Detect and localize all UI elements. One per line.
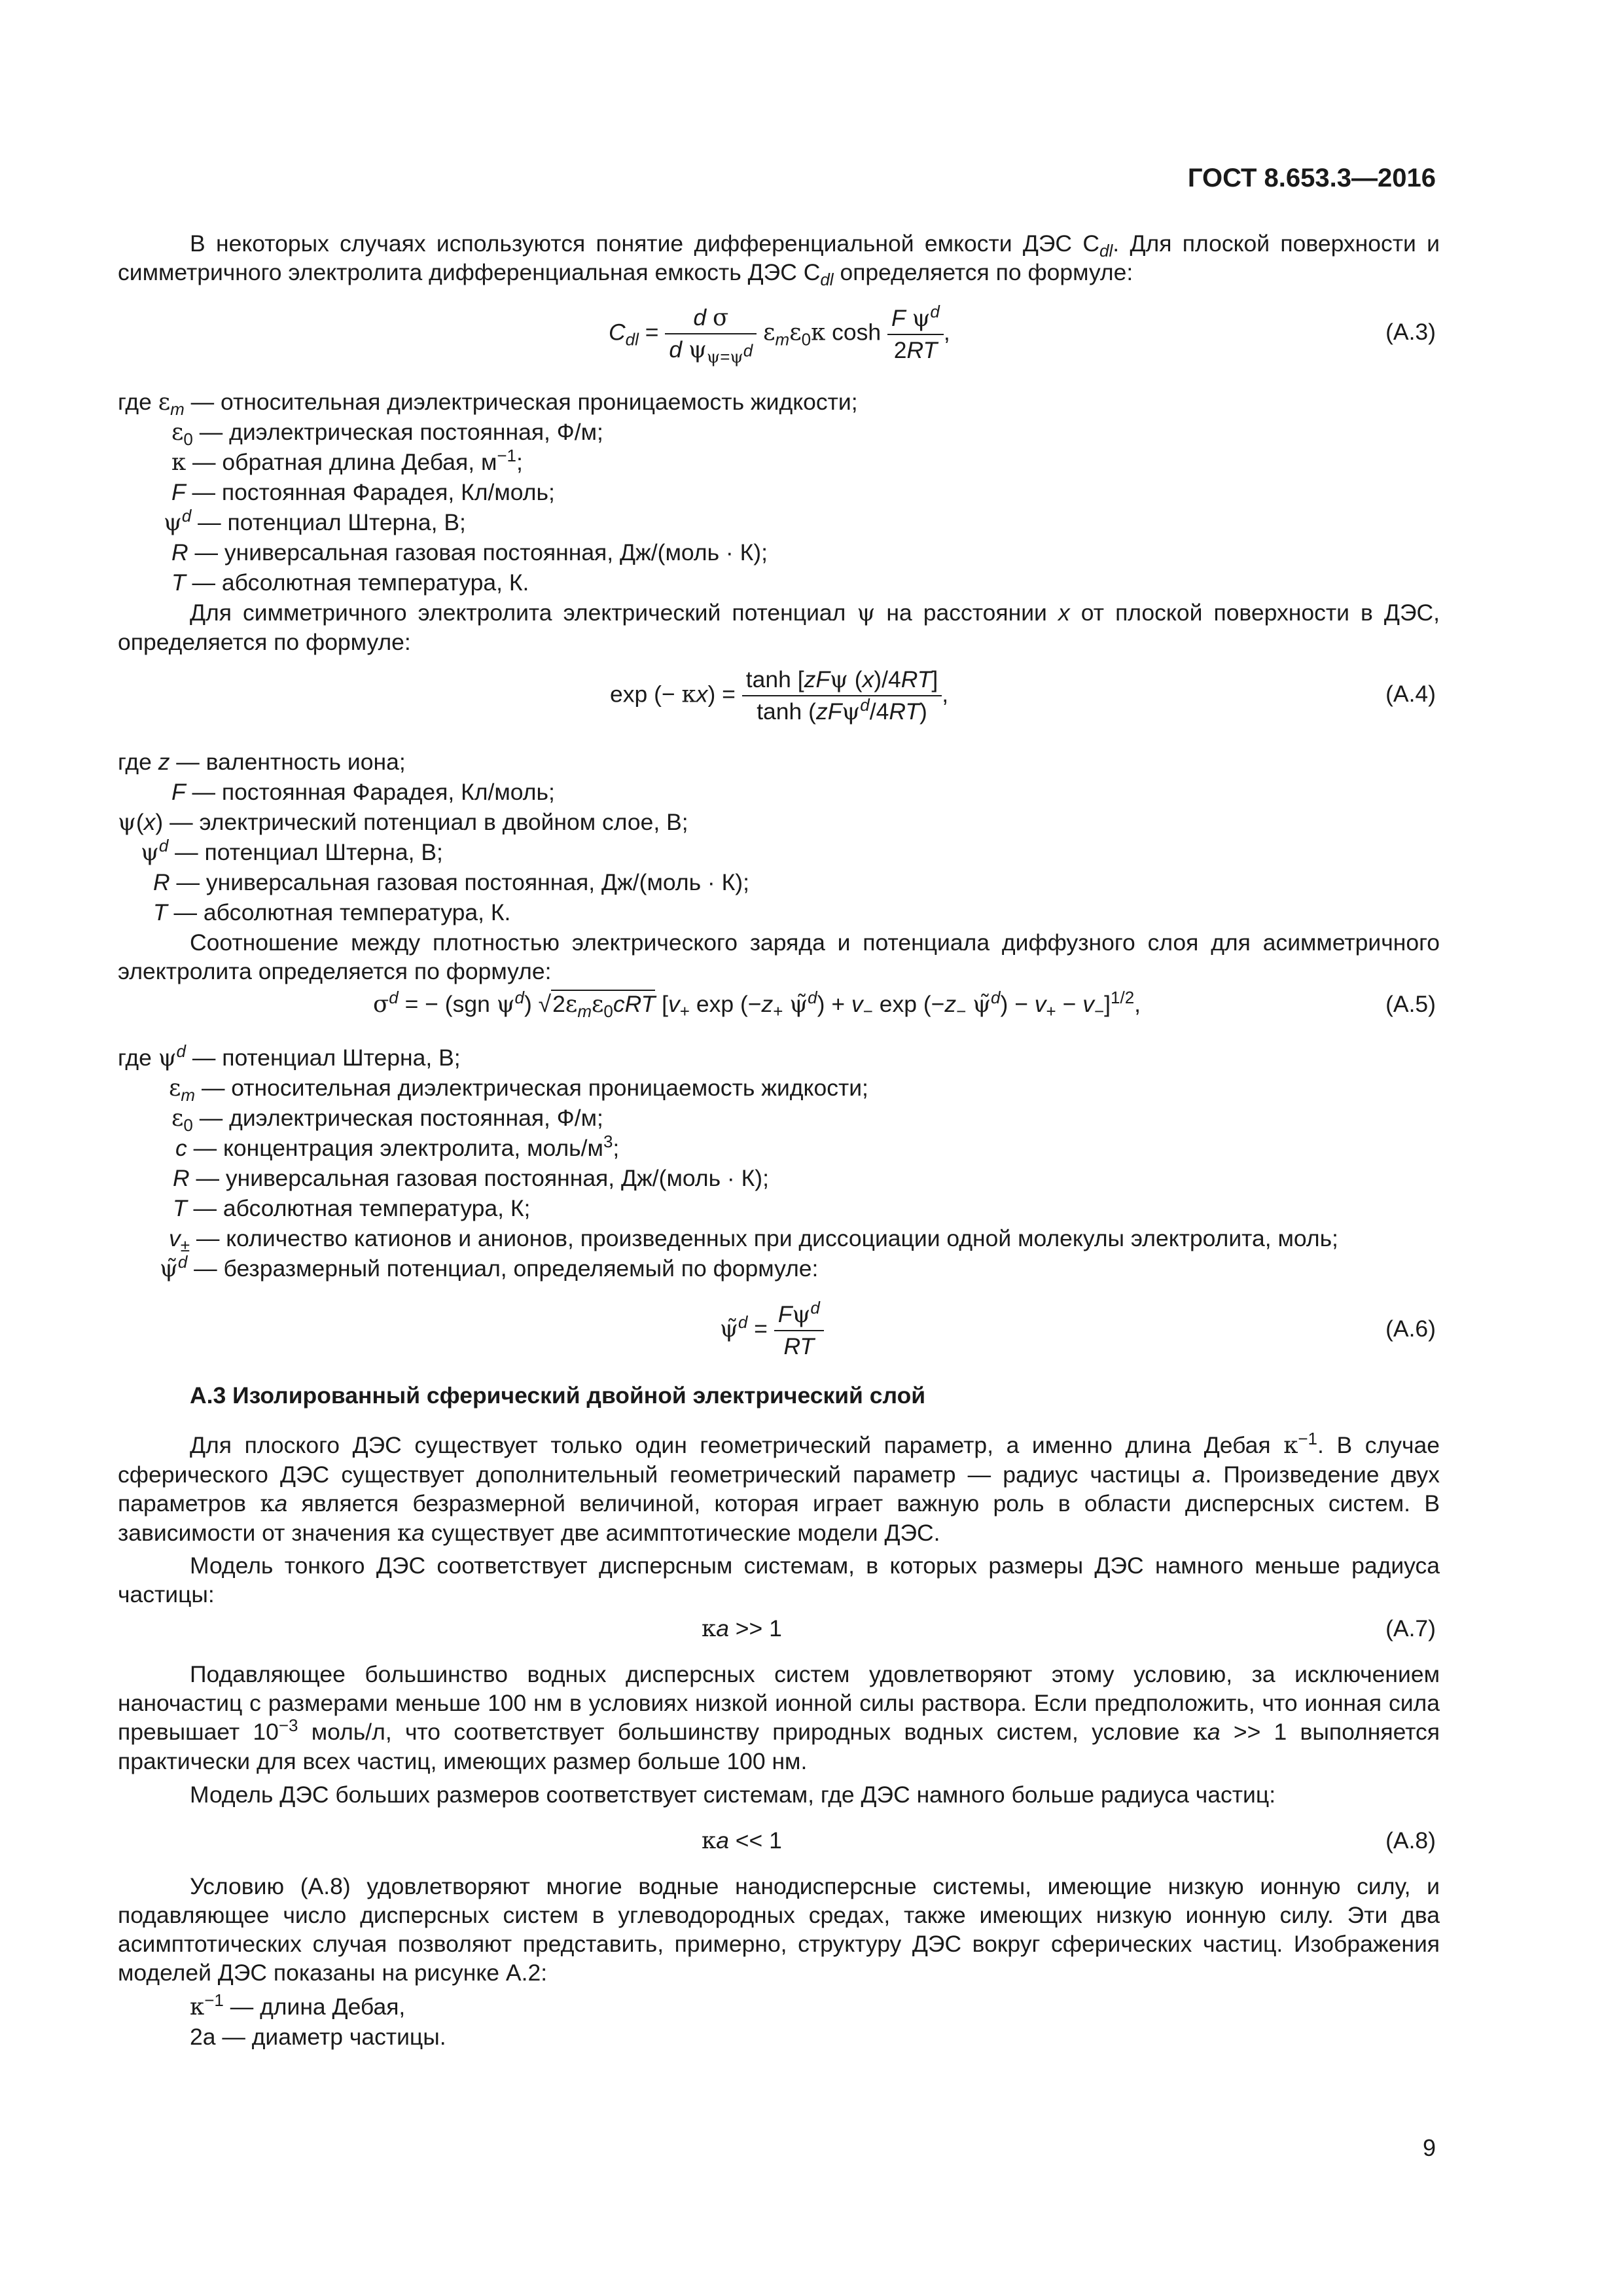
equation-number-a5: (А.5) [1385, 991, 1436, 1017]
paragraph-5: Модель тонкого ДЭС соответствует дисперсным системам, в которых размеры ДЭС намного меньше радиуса частицы: [118, 1552, 1440, 1607]
equation-a3: $C_{dl}$ = $\frac{\text{d σ}}{d \psi_{\psi=\psi^d}}$ $\varepsilon_m\varepsilon_0\kappa$ cosh $\frac{F \psi^d}{2RT}$ , [609, 301, 950, 368]
legend2-line-4: $\psi^d$ — потенциал Штерна, В; [141, 836, 443, 866]
page-number: 9 [1422, 2134, 1436, 2161]
equation-number-a3: (А.3) [1385, 319, 1436, 345]
legend3-line-7: $v_\pm$ — количество катионов и анионов, произведенных при диссоциации одной молекулы электролита, моль; [169, 1225, 1338, 1256]
equation-a8: κa << 1 [702, 1827, 782, 1854]
paragraph-6: Подавляющее большинство водных дисперсных систем удовлетворяют этому условию, за исключением наночастиц с размерами меньше 100 нм в условиях низкой ионной силы раствора. Если предположить, что ионная сила превышает $10^{-3}$ моль/л, что соответствует большинству природных водных систем, условие κa >> 1 выполняется практически для всех частиц, имеющих размер больше 100 нм. [118, 1661, 1440, 1774]
legend2-line-6: T — абсолютная температура, К. [153, 899, 511, 925]
section-heading: А.3 Изолированный сферический двойной электрический слой [190, 1382, 926, 1408]
legend1-line-7: T — абсолютная температура, К. [171, 569, 529, 596]
equation-a6: ψ̃$^d$ = $\frac{F\psi^d}{RT}$ [720, 1299, 824, 1361]
legend2-line-2: F — постоянная Фарадея, Кл/моль; [171, 779, 555, 805]
equation-a4: exp (− κx) = $\frac{\text{tanh [zFψ (x)/4RT]}}{\tanh (zF\psi^d/4RT)}$ , [610, 664, 948, 727]
equation-number-a7: (А.7) [1385, 1615, 1436, 1641]
paragraph-3: Соотношение между плотностью электрического заряда и потенциала диффузного слоя для асимметричного электролита определяется по формуле: [118, 929, 1440, 984]
equation-a5: $\sigma^d$ = − (sgn $\psi^d$) $√2\varepsilon_m\varepsilon_0cRT$ [$v_+$ $\exp (-z_+$ ψ̃$^d$) + $v_-$ $\exp (-z_-$ ψ̃$^d$) − $v_+ - v_-]^{1/2}$, [373, 988, 1141, 1022]
legend2-line-3: ψ(x) — электрический потенциал в двойном слое, В; [118, 809, 688, 836]
legend1-line-3: κ — обратная длина Дебая, $м^{-1}$; [171, 446, 523, 476]
legend3-line-4: c — концентрация электролита, моль/$м^3$; [175, 1132, 620, 1161]
legend1-line-4: F — постоянная Фарадея, Кл/моль; [171, 479, 555, 505]
legend2-line-5: R — универсальная газовая постоянная, Дж/(моль · К); [153, 869, 749, 895]
legend3-line-2: $\varepsilon_m$ — относительная диэлектрическая проницаемость жидкости; [169, 1075, 868, 1105]
legend3-line-5: R — универсальная газовая постоянная, Дж/(моль · К); [173, 1165, 769, 1191]
legend3-line-6: T — абсолютная температура, К; [173, 1195, 531, 1221]
intro-paragraph: В некоторых случаях используются понятие дифференциальной емкости ДЭС $C_{dl}$. Для плоской поверхности и симметричного электролита дифференциальная емкость ДЭС $C_{dl}$ определяется по формуле: [118, 230, 1440, 290]
legend3-line-1: где $\psi^d$ — потенциал Штерна, В; [118, 1041, 461, 1071]
equation-number-a4: (А.4) [1385, 681, 1436, 707]
document-header: ГОСТ 8.653.3—2016 [1187, 164, 1436, 192]
paragraph-7: Модель ДЭС больших размеров соответствует системам, где ДЭС намного больше радиуса частиц: [190, 1782, 1276, 1808]
legend4-line-1: $\kappa^{-1}$ — длина Дебая, [190, 1990, 406, 2020]
legend4-line-2: 2a — диаметр частицы. [190, 2024, 446, 2050]
legend3-line-8: ψ̃$^d$ — безразмерный потенциал, определяемый по формуле: [160, 1252, 819, 1282]
equation-a7: κa >> 1 [702, 1615, 782, 1642]
equation-number-a8: (А.8) [1385, 1827, 1436, 1854]
legend1-line-2: $\varepsilon_0$ — диэлектрическая постоянная, Ф/м; [171, 419, 603, 450]
paragraph-8: Условию (А.8) удовлетворяют многие водные нанодисперсные системы, имеющие низкую ионную силу, и подавляющее число дисперсных систем в углеводородных средах, также имеющих низкую ионную силу. Эти два асимптотических случая позволяют представить, примерно, структуру ДЭС вокруг сферических частиц. Изображения моделей ДЭС показаны на рисунке А.2: [118, 1873, 1440, 1986]
legend1-line-1: где $\varepsilon_m$ — относительная диэлектрическая проницаемость жидкости; [118, 389, 858, 420]
paragraph-2: Для симметричного электролита электрический потенциал ψ на расстоянии x от плоской поверхности в ДЭС, определяется по формуле: [118, 600, 1440, 655]
legend2-line-1: где z — валентность иона; [118, 749, 406, 775]
equation-number-a6: (А.6) [1385, 1316, 1436, 1342]
legend3-line-3: $\varepsilon_0$ — диэлектрическая постоянная, Ф/м; [171, 1105, 603, 1136]
legend1-line-6: R — универсальная газовая постоянная, Дж/(моль · К); [171, 539, 768, 565]
legend1-line-5: $\psi^d$ — потенциал Штерна, В; [164, 506, 466, 536]
paragraph-4: Для плоского ДЭС существует только один геометрический параметр, а именно длина Дебая $\kappa^{-1}$. В случае сферического ДЭС существует дополнительный геометрический параметр — радиус частицы a. Произведение двух параметров κa является безразмерной величиной, которая играет важную роль в области дисперсных систем. В зависимости от значения κa существует две асимптотические модели ДЭС. [118, 1429, 1440, 1547]
